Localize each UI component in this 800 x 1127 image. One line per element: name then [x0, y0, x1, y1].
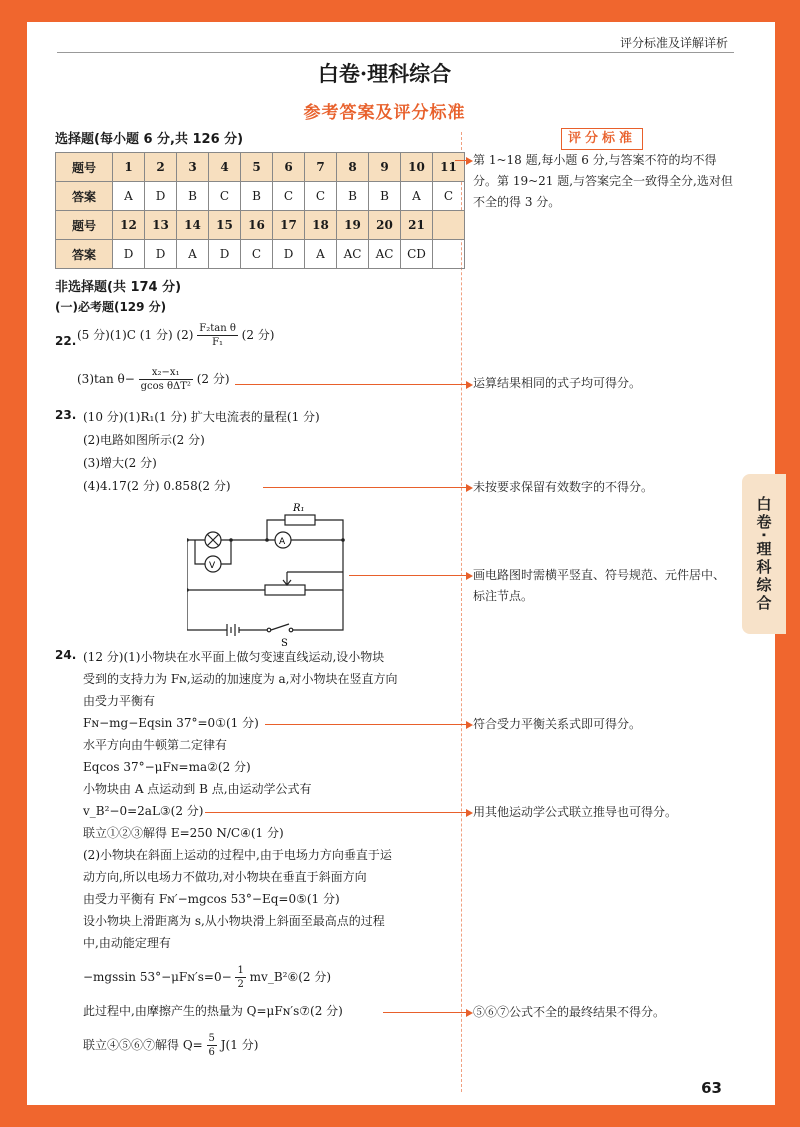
- table-cell: D: [273, 240, 305, 269]
- switch-icon: [271, 624, 289, 630]
- q24-line: 由受力平衡有 Fɴ′−mgcos 53°−Eq=0⑤(1 分): [83, 892, 340, 906]
- table-cell: 21: [401, 211, 433, 240]
- required-heading: (一)必考题(129 分): [55, 300, 167, 314]
- table-cell: B: [241, 182, 273, 211]
- table-cell: B: [337, 182, 369, 211]
- side-tab-label: 白卷·理科综合: [754, 495, 773, 613]
- q24-line: v_B²−0=2aL③(2 分): [83, 804, 204, 818]
- q23-line2: (2)电路如图所示(2 分): [83, 433, 205, 447]
- table-cell: D: [145, 182, 177, 211]
- frac-denominator: F₁: [212, 337, 224, 348]
- note-q23: 未按要求保留有效数字的不得分。: [473, 480, 654, 494]
- q24-line: [83, 1032, 258, 1059]
- q23-line3: (3)增大(2 分): [83, 456, 157, 470]
- q24-line: 动方向,所以电场力不做功,对小物块在垂直于斜面方向: [83, 870, 367, 884]
- annotation-arrow: [265, 724, 471, 725]
- table-cell: CD: [401, 240, 433, 269]
- q24-l15-text: −mgssin 53°−μFɴ′s=0−: [83, 970, 232, 984]
- annotation-arrow: [263, 487, 471, 488]
- frac-denominator: gcos θΔT²: [140, 381, 191, 392]
- table-cell: 5: [241, 153, 273, 182]
- table-cell: A: [113, 182, 145, 211]
- q24-line: Eqcos 37°−μFɴ=ma②(2 分): [83, 760, 251, 774]
- table-cell: 13: [145, 211, 177, 240]
- table-cell: 6: [273, 153, 305, 182]
- running-header: 评分标准及详解详析: [619, 36, 728, 50]
- table-cell: 9: [369, 153, 401, 182]
- battery-icon: [227, 624, 239, 636]
- note-q24a: 符合受力平衡关系式即可得分。: [473, 717, 642, 731]
- note-q24b: 用其他运动学公式联立推导也可得分。: [473, 805, 678, 819]
- table-cell: B: [177, 182, 209, 211]
- q24-l15-score: mv_B²⑥(2 分): [249, 970, 332, 984]
- resistor-r1: [285, 515, 315, 525]
- table-cell: C: [433, 182, 465, 211]
- table-cell: C: [241, 240, 273, 269]
- q22-line2-score: (2 分): [196, 372, 230, 386]
- q24-line: 中,由动能定理有: [83, 936, 171, 950]
- table-cell: 7: [305, 153, 337, 182]
- frac-numerator: 5: [208, 1033, 215, 1044]
- rheostat: [265, 585, 305, 595]
- note-choice: 第 1~18 题,每小题 6 分,与答案不符的均不得分。第 19~21 题,与答案完全一致得全分,选对但不全的得 3 分。: [473, 153, 733, 209]
- frac-denominator: 6: [208, 1047, 215, 1058]
- circuit-diagram: [187, 500, 387, 650]
- header-rule: [57, 52, 734, 53]
- table-cell: A: [305, 240, 337, 269]
- annotation-arrow: [383, 1012, 471, 1013]
- page-title: 白卷·理科综合: [317, 61, 452, 86]
- table-row: [56, 153, 465, 182]
- table-cell: A: [401, 182, 433, 211]
- frac-numerator: F₂tan θ: [199, 323, 236, 334]
- table-cell: A: [177, 240, 209, 269]
- q22-line1-text: (5 分)(1)C (1 分) (2): [77, 328, 194, 342]
- r1-label: R₁: [293, 503, 305, 514]
- q24-line: 联立①②③解得 E=250 N/C④(1 分): [83, 826, 284, 840]
- q24-line: 水平方向由牛顿第二定律有: [83, 738, 228, 752]
- q24-line: 受到的支持力为 Fɴ,运动的加速度为 a,对小物块在竖直方向: [83, 672, 398, 686]
- table-cell: 12: [113, 211, 145, 240]
- q23-number: 23.: [55, 408, 77, 422]
- q24-line: 由受力平衡有: [83, 694, 156, 708]
- q22-line1: [77, 322, 275, 349]
- q24-line: 设小物块上滑距离为 s,从小物块滑上斜面至最高点的过程: [83, 914, 385, 928]
- q22-line1-score: (2 分): [241, 328, 275, 342]
- side-tab[interactable]: [742, 474, 786, 634]
- q22-number: 22.: [55, 334, 77, 348]
- nonchoice-heading: 非选择题(共 174 分): [55, 280, 182, 295]
- page-number: 63: [701, 1079, 722, 1097]
- table-cell: C: [209, 182, 241, 211]
- q24-number: 24.: [55, 648, 77, 662]
- q24-line: (12 分)(1)小物块在水平面上做匀变速直线运动,设小物块: [83, 650, 385, 664]
- q22-fraction: [139, 366, 193, 393]
- answer-table: [55, 152, 465, 269]
- q24-line: (2)小物块在斜面上运动的过程中,由于电场力方向垂直于运: [83, 848, 392, 862]
- table-cell: 3: [177, 153, 209, 182]
- q24-l17-text: 联立④⑤⑥⑦解得 Q=: [83, 1038, 203, 1052]
- table-row: [56, 182, 465, 211]
- q23-line4: (4)4.17(2 分) 0.858(2 分): [83, 479, 231, 493]
- table-cell: [433, 240, 465, 269]
- q24-l17-score: J(1 分): [220, 1038, 259, 1052]
- q24-fraction: [235, 964, 245, 991]
- table-cell: C: [273, 182, 305, 211]
- row-label: 题号: [56, 153, 113, 182]
- table-cell: B: [369, 182, 401, 211]
- switch-label: S: [281, 638, 288, 649]
- table-cell: 18: [305, 211, 337, 240]
- frac-denominator: 2: [237, 979, 244, 990]
- scoring-stamp: 评分标准: [561, 128, 643, 150]
- ammeter-label: A: [279, 537, 286, 547]
- q24-line: Fɴ−mg−Eqsin 37°=0①(1 分): [83, 716, 259, 730]
- q22-line2-text: (3)tan θ−: [77, 372, 135, 386]
- frac-numerator: 1: [237, 965, 244, 976]
- table-cell: 19: [337, 211, 369, 240]
- row-label: 题号: [56, 211, 113, 240]
- note-q22: 运算结果相同的式子均可得分。: [473, 376, 642, 390]
- q24-line: [83, 964, 331, 991]
- table-cell: 16: [241, 211, 273, 240]
- table-cell: [433, 211, 465, 240]
- table-cell: 14: [177, 211, 209, 240]
- q22-fraction: [197, 322, 238, 349]
- q24-line: 小物块由 A 点运动到 B 点,由运动学公式有: [83, 782, 312, 796]
- table-row: [56, 211, 465, 240]
- page-border-top: [0, 0, 800, 22]
- table-cell: 8: [337, 153, 369, 182]
- table-cell: D: [209, 240, 241, 269]
- annotation-arrow: [455, 160, 471, 161]
- table-cell: 1: [113, 153, 145, 182]
- page-border-left: [0, 0, 27, 1127]
- table-cell: AC: [369, 240, 401, 269]
- frac-numerator: x₂−x₁: [139, 366, 193, 380]
- column-divider: [461, 132, 462, 1092]
- q22-line2: [77, 366, 230, 393]
- table-cell: 2: [145, 153, 177, 182]
- q24-line: 此过程中,由摩擦产生的热量为 Q=μFɴ′s⑦(2 分): [83, 1004, 343, 1018]
- q24-fraction: [207, 1032, 217, 1059]
- table-cell: 11: [433, 153, 465, 182]
- row-label: 答案: [56, 240, 113, 269]
- annotation-arrow: [205, 812, 471, 813]
- table-cell: D: [145, 240, 177, 269]
- table-cell: D: [113, 240, 145, 269]
- page-subtitle: 参考答案及评分标准: [303, 103, 466, 123]
- note-q24c: ⑤⑥⑦公式不全的最终结果不得分。: [473, 1005, 666, 1019]
- note-circuit: 画电路图时需横平竖直、符号规范、元件居中、标注节点。: [473, 568, 726, 603]
- table-cell: AC: [337, 240, 369, 269]
- q23-line1: (10 分)(1)R₁(1 分) 扩大电流表的量程(1 分): [83, 410, 320, 424]
- row-label: 答案: [56, 182, 113, 211]
- choice-heading: 选择题(每小题 6 分,共 126 分): [55, 132, 244, 147]
- table-cell: 10: [401, 153, 433, 182]
- table-cell: 20: [369, 211, 401, 240]
- page-border-bottom: [0, 1105, 800, 1127]
- table-cell: 15: [209, 211, 241, 240]
- table-cell: 4: [209, 153, 241, 182]
- table-row: [56, 240, 465, 269]
- table-cell: C: [305, 182, 337, 211]
- voltmeter-label: V: [209, 561, 216, 571]
- annotation-arrow: [235, 384, 471, 385]
- table-cell: 17: [273, 211, 305, 240]
